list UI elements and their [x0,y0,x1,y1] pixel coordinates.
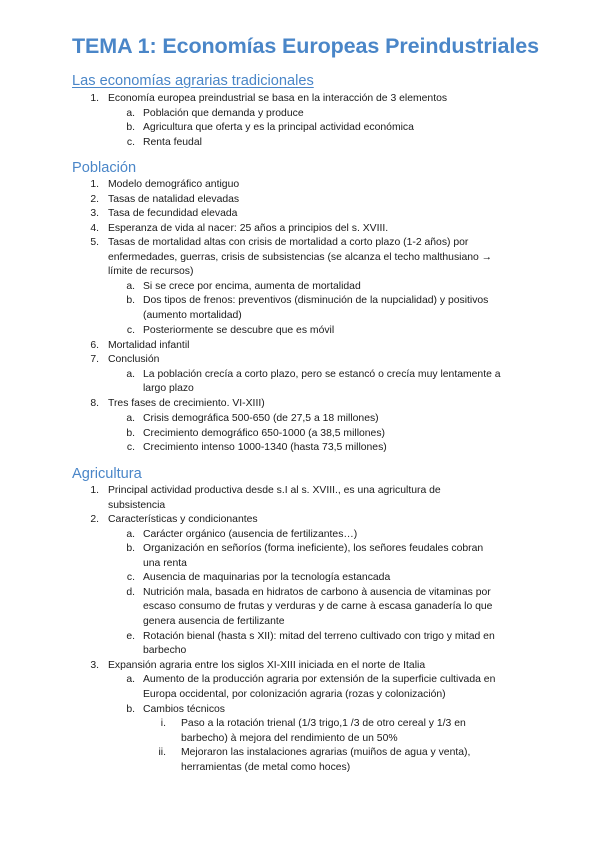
list-item: Economía europea preindustrial se basa en la interacción de 3 elementos [108,93,448,104]
list-item: Ausencia de maquinarias por la tecnología estancada [143,572,391,583]
list-item: Si se crece por encima, aumenta de mortalidad [143,281,361,292]
list-marker: b. [126,295,135,306]
list-marker: 2. [90,194,99,205]
list-item: Mortalidad infantil [108,340,190,351]
list-marker: b. [126,543,135,554]
list-marker: 2. [90,514,99,525]
list-marker: a. [126,529,135,540]
list-item-line: Principal actividad productiva desde s.I al s. XVIII., es una agricultura de [108,485,441,496]
list-item-line: Europa occidental, por colonización agraria (rozas y colonización) [143,689,446,700]
list-item-line: Rotación bienal (hasta s XII): mitad del terreno cultivado con trigo y mitad en [143,631,495,642]
list-item-line: (aumento mortalidad) [143,310,242,321]
list-marker: c. [126,442,135,453]
list-item: Tres fases de crecimiento. VI-XIII) [108,398,265,409]
list-marker: b. [126,122,135,133]
list-item: Crecimiento demográfico 650-1000 (a 38,5 millones) [143,428,385,439]
list-marker: e. [126,631,135,642]
list-item: Renta feudal [143,137,202,148]
list-marker: c. [126,325,135,336]
list-item: Agricultura que oferta y es la principal actividad económica [143,122,414,133]
list-item: Crisis demográfica 500-650 (de 27,5 a 18 millones) [143,413,379,424]
document-title: TEMA 1: Economías Europeas Preindustriales [72,34,539,58]
list-item-line: Aumento de la producción agraria por extensión de la superficie cultivada en [143,674,496,685]
list-marker: 5. [90,237,99,248]
list-item-line: Nutrición mala, basada en hidratos de carbono à ausencia de vitaminas por [143,587,491,598]
list-marker: a. [126,369,135,380]
list-item-line: subsistencia [108,500,166,511]
list-marker: 7. [90,354,99,365]
list-item-line: largo plazo [143,383,194,394]
list-marker: d. [126,587,135,598]
list-item: Población que demanda y produce [143,108,304,119]
list-item: Cambios técnicos [143,704,226,715]
list-item-line: La población crecía a corto plazo, pero se estancó o crecía muy lentamente a [143,369,501,380]
list-item-line: una renta [143,558,187,569]
list-marker: 6. [90,340,99,351]
list-item: Posteriormente se descubre que es móvil [143,325,335,336]
list-item: Características y condicionantes [108,514,258,525]
list-item-line: Mejoraron las instalaciones agrarias (muiños de agua y venta), [181,747,471,758]
section-heading-agricultura: Agricultura [72,466,142,482]
list-marker: b. [126,428,135,439]
section-heading-agrarias: Las economías agrarias tradicionales [72,73,314,89]
list-marker: a. [126,413,135,424]
list-marker: 1. [90,485,99,496]
list-marker: 4. [90,223,99,234]
list-marker: b. [126,704,135,715]
list-item-line: Paso a la rotación trienal (1/3 trigo,1 /3 de otro cereal y 1/3 en [181,718,466,729]
list-item-line: escaso consumo de frutas y verduras y de carne à escasa ganadería lo que [143,601,493,612]
list-marker: c. [126,137,135,148]
list-marker: c. [126,572,135,583]
list-item: Tasas de natalidad elevadas [108,194,240,205]
list-item-line: enfermedades, guerras, crisis de subsistencias (se alcanza el techo malthusiano → [108,252,493,263]
list-marker: i. [160,718,166,729]
list-item-line: herramientas (de metal como hoces) [181,762,351,773]
list-item-line: barbecho) à mejora del rendimiento de un 50% [181,733,398,744]
list-item-line: Dos tipos de frenos: preventivos (disminución de la nupcialidad) y positivos [143,295,489,306]
list-marker: ii. [158,747,166,758]
list-item: Modelo demográfico antiguo [108,179,240,190]
list-item: Tasa de fecundidad elevada [108,208,238,219]
list-item: Crecimiento intenso 1000-1340 (hasta 73,5 millones) [143,442,387,453]
list-marker: 3. [90,208,99,219]
list-marker: a. [126,674,135,685]
list-item: Carácter orgánico (ausencia de fertilizantes…) [143,529,358,540]
list-item: Expansión agraria entre los siglos XI-XIII iniciada en el norte de Italia [108,660,426,671]
list-item-line: barbecho [143,645,187,656]
list-item-line: Tasas de mortalidad altas con crisis de mortalidad a corto plazo (1-2 años) por [108,237,469,248]
list-item-line: límite de recursos) [108,266,194,277]
section-heading-poblacion: Población [72,160,137,176]
list-marker: 8. [90,398,99,409]
list-marker: 1. [90,179,99,190]
list-item-line: genera ausencia de fertilizante [143,616,285,627]
list-marker: a. [126,108,135,119]
list-item: Esperanza de vida al nacer: 25 años a principios del s. XVIII. [108,223,389,234]
list-marker: 3. [90,660,99,671]
list-item: Conclusión [108,354,160,365]
list-marker: 1. [90,93,99,104]
list-marker: a. [126,281,135,292]
list-item-line: Organización en señoríos (forma ineficiente), los señores feudales cobran [143,543,484,554]
